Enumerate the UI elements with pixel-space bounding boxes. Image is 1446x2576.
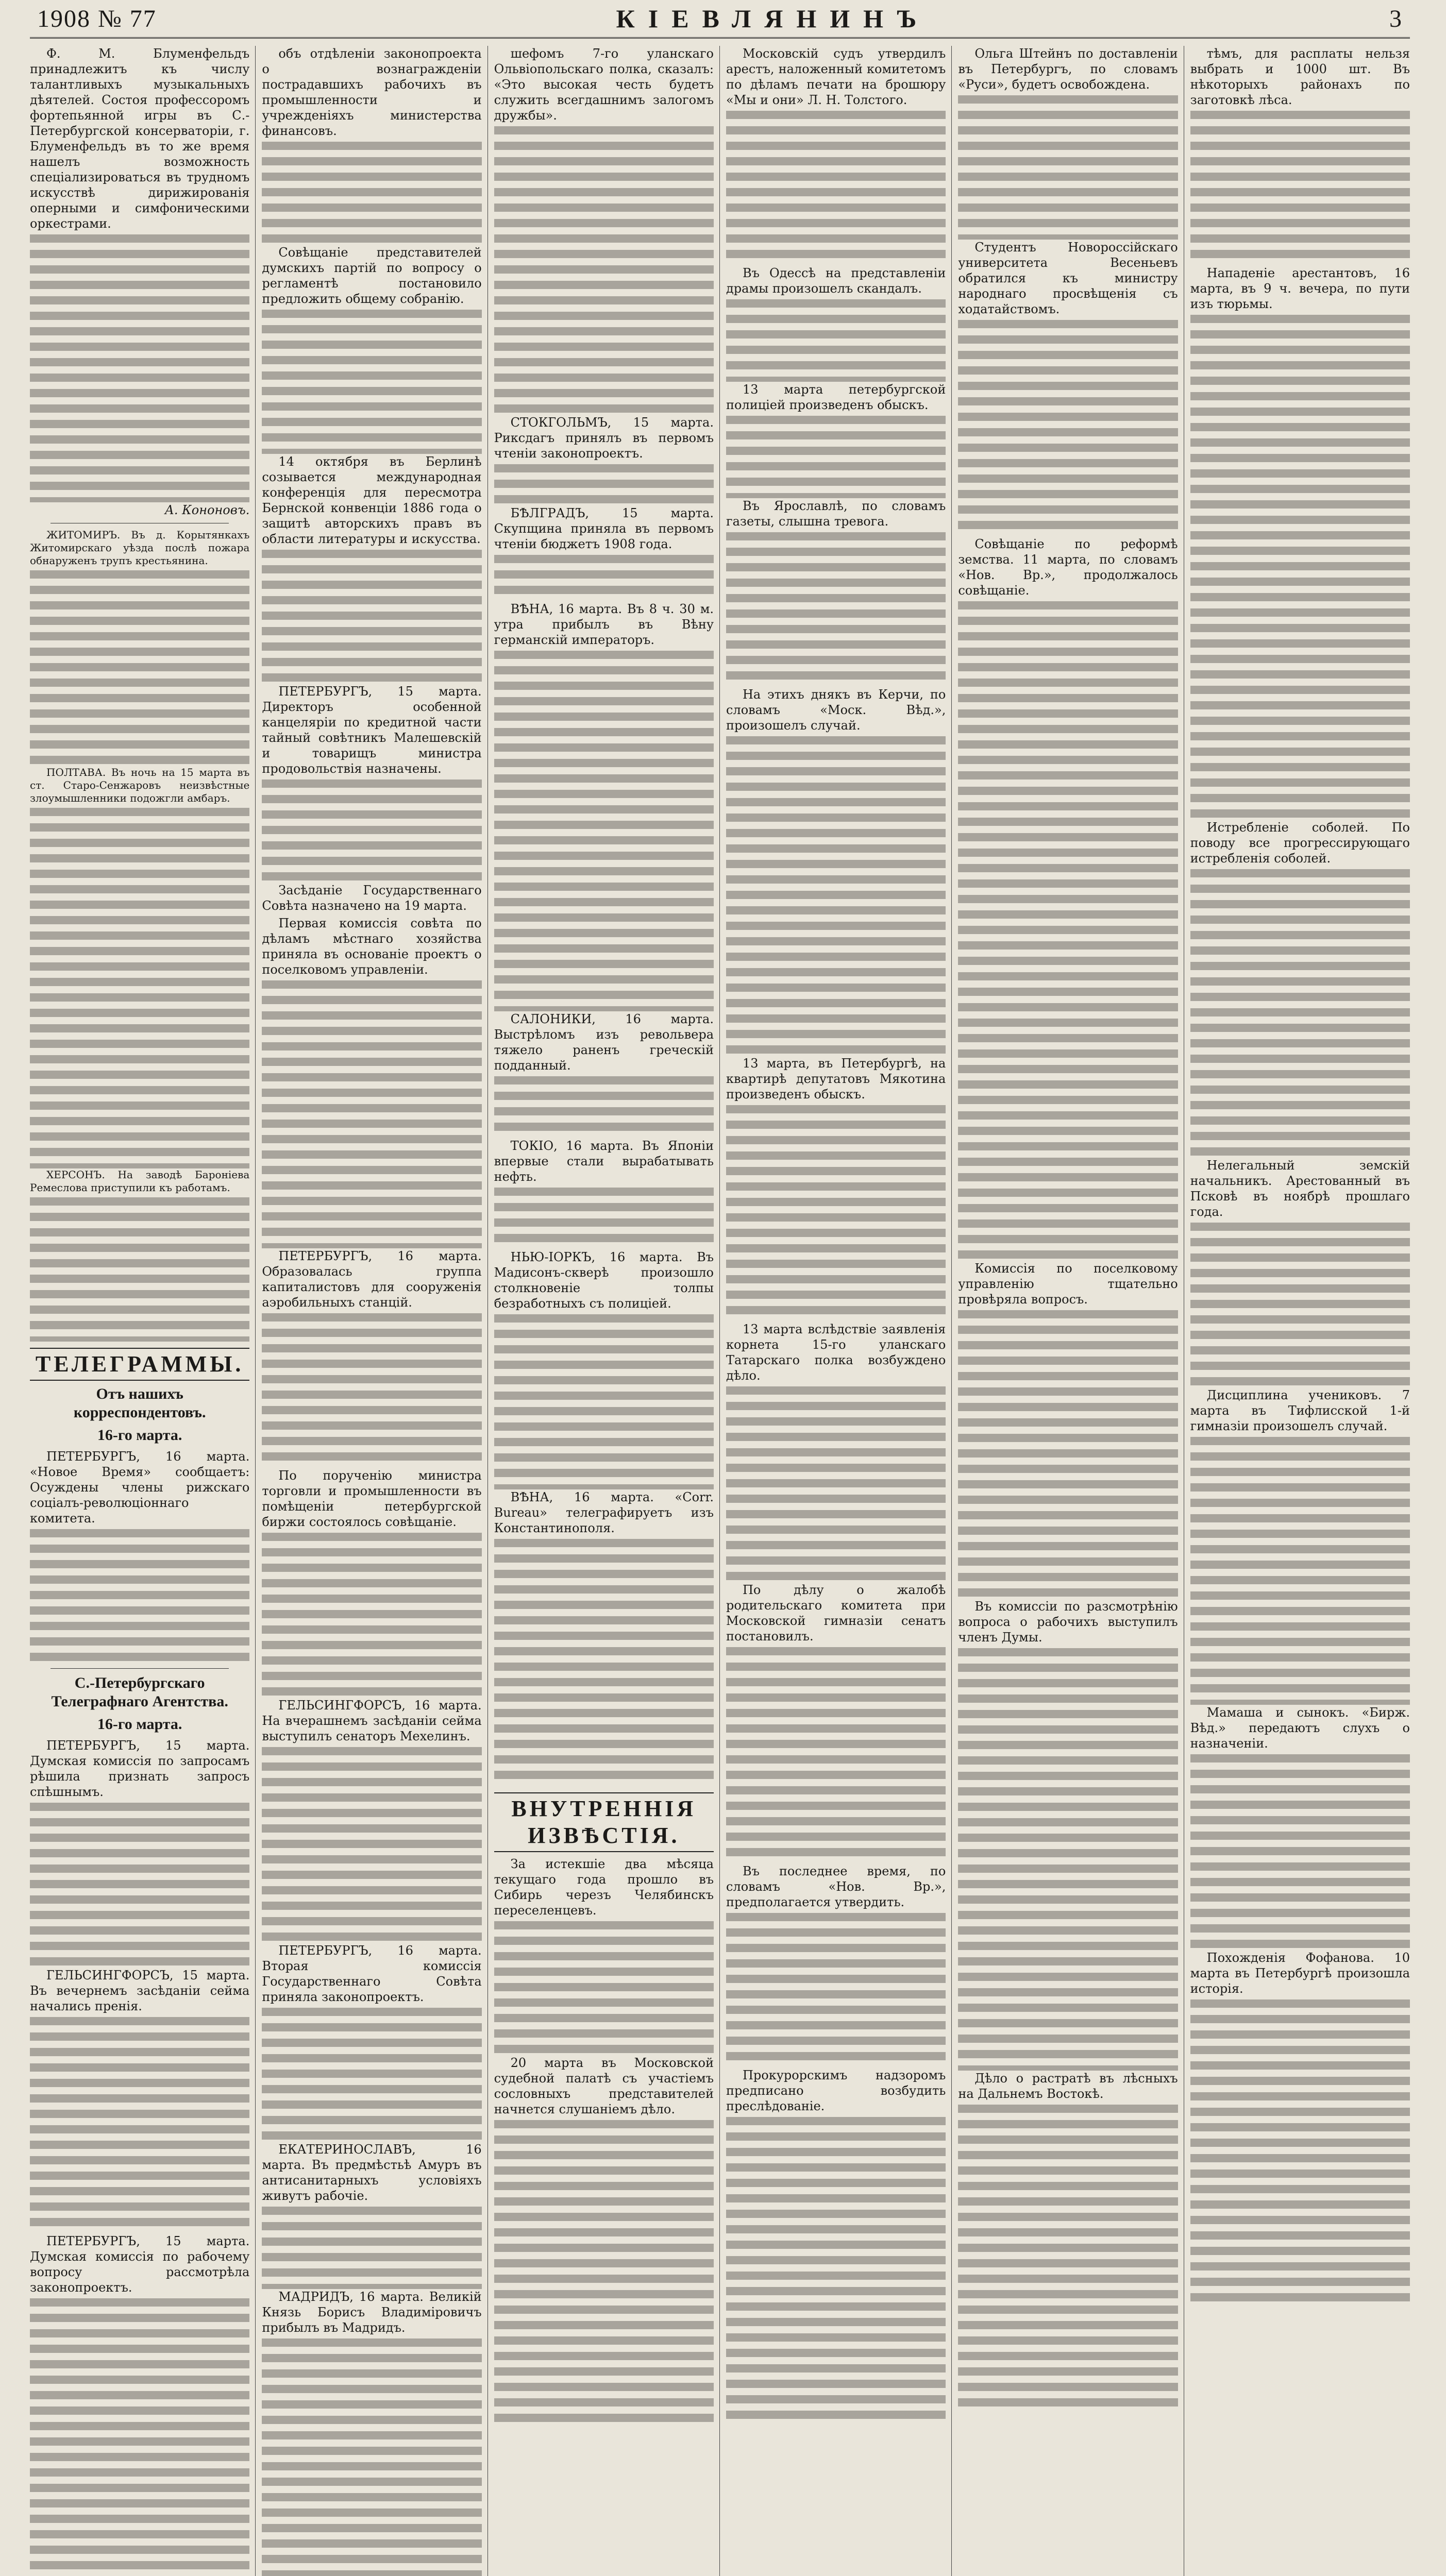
text-block: [30, 234, 249, 502]
text-block: [726, 2117, 946, 2426]
text-block: [1190, 1754, 1410, 1950]
page-number: 3: [1389, 5, 1403, 32]
article-paragraph: Московскій судъ утвердилъ арестъ, наложенный комитетомъ по дѣламъ печати на брошюру «Мы и они» Л. Н. Толстого.: [726, 46, 946, 107]
text-block: [726, 111, 946, 265]
article-paragraph: ПОЛТАВА. Въ ночь на 15 марта въ ст. Старо-Сенжаровъ неизвѣстные злоумышленники подожгли амбаръ.: [30, 766, 250, 804]
article-paragraph: ГЕЛЬСИНГФОРСЪ, 15 марта. Въ вечернемъ засѣданіи сейма начались пренія.: [30, 1968, 250, 2013]
newspaper-title: КІЕВЛЯНИНЪ: [616, 4, 930, 33]
text-block: [262, 779, 481, 883]
section-subtitle: С.-Петербургскаго Телеграфнаго Агентства.: [51, 1674, 228, 1710]
article-paragraph: Похожденія Фофанова. 10 марта въ Петербургѣ произошла исторія.: [1190, 1951, 1410, 1996]
column-2: [262, 46, 481, 2576]
article-paragraph: Студентъ Новороссійскаго университета Весеньевъ обратился къ министру народнаго просвѣщенія съ ходатайствомъ.: [958, 240, 1178, 316]
text-block: [958, 95, 1178, 240]
article-paragraph: ЖИТОМИРЪ. Въ д. Корытянкахъ Житомирскаго уѣзда послѣ пожара обнаруженъ трупъ крестьянина.: [30, 529, 250, 567]
text-block: [494, 651, 714, 1011]
article-paragraph: тѣмъ, для расплаты нельзя выбрать и 1000 шт. Въ нѣкоторыхъ районахъ по заготовкѣ лѣса.: [1190, 46, 1410, 107]
article-paragraph: Ф. М. Блуменфельдъ принадлежитъ къ числу талантливыхъ музыкальныхъ дѣятелей. Состоя профессоромъ фортепьянной игры въ С.-Петербургской консерваторіи, г. Блуменфельдъ въ то же время нашелъ возможность спеціализироваться въ трудномъ искусствѣ дирижированія оперными и симфоническими оркестрами.: [30, 46, 250, 231]
text-block: [262, 980, 481, 1248]
text-block: [726, 532, 946, 687]
date-heading: 16-го марта.: [97, 1716, 182, 1733]
text-block: [494, 555, 714, 601]
article-paragraph: 14 октября въ Берлинѣ созывается международная конференція для пересмотра Бернской конвенціи 1886 года о защитѣ авторскихъ правъ въ области литературы и искусства.: [262, 454, 482, 546]
text-block: [1190, 1223, 1410, 1387]
text-block: [726, 1913, 946, 2067]
text-block: [1190, 315, 1410, 820]
article-paragraph: Дисциплина учениковъ. 7 марта въ Тифлисской 1-й гимназіи произошелъ случай.: [1190, 1388, 1410, 1433]
text-block: [494, 1921, 714, 2055]
column-1: [30, 46, 249, 2576]
telegrams-heading: [30, 1348, 249, 1381]
article-paragraph: Комиссія по поселковому управленію тщательно провѣряла вопросъ.: [958, 1261, 1178, 1307]
text-block: [262, 310, 481, 454]
article-paragraph: По дѣлу о жалобѣ родительскаго комитета при Московской гимназіи сенатъ постановилъ.: [726, 1583, 946, 1643]
date-heading: 16-го марта.: [97, 1427, 182, 1444]
article-paragraph: ТОКІО, 16 марта. Въ Японіи впервые стали вырабатывать нефть.: [494, 1139, 714, 1184]
text-block: [958, 1310, 1178, 1599]
article-paragraph: Мамаша и сынокъ. «Бирж. Вѣд.» передаютъ слухъ о назначеніи.: [1190, 1705, 1410, 1751]
article-paragraph: 20 марта въ Московской судебной палатѣ съ участіемъ сословныхъ представителей начнется слушаніемъ дѣло.: [494, 2056, 714, 2116]
article-paragraph: ВѢНА, 16 марта. «Corr. Bureau» телеграфируетъ изъ Константинополя.: [494, 1490, 714, 1535]
article-paragraph: Въ Одессѣ на представленіи драмы произошелъ скандалъ.: [726, 266, 946, 296]
text-block: [262, 2338, 481, 2576]
text-block: [30, 1803, 249, 1968]
text-block: [262, 2207, 481, 2289]
text-block: [958, 1648, 1178, 2071]
column-5: [958, 46, 1178, 2576]
article-paragraph: ЕКАТЕРИНОСЛАВЪ, 16 марта. Въ предмѣстьѣ Амуръ въ антисанитарныхъ условіяхъ живутъ рабочіе.: [262, 2142, 482, 2203]
column-4: [726, 46, 946, 2576]
article-paragraph: ХЕРСОНЪ. На заводѣ Бароніева Ремеслова приступили къ работамъ.: [30, 1168, 250, 1194]
internal-news-heading: [494, 1792, 714, 1852]
article-paragraph: 13 марта вслѣдствіе заявленія корнета 15-го уланскаго Татарскаго полка возбуждено дѣло.: [726, 1322, 946, 1383]
text-block: [726, 299, 946, 382]
article-paragraph: ПЕТЕРБУРГЪ, 15 марта. Директоръ особенной канцеляріи по кредитной части тайный совѣтникъ Малешевскій и товарищъ министра продовольствія назначены.: [262, 684, 482, 776]
article-paragraph: Истребленіе соболей. По поводу все прогрессирующаго истребленія соболей.: [1190, 820, 1410, 866]
text-block: [262, 1747, 481, 1943]
article-paragraph: Нападеніе арестантовъ, 16 марта, въ 9 ч. вечера, по пути изъ тюрьмы.: [1190, 266, 1410, 311]
section-title: ВНУТРЕННІЯ ИЗВѢСТІЯ.: [511, 1796, 697, 1848]
article-paragraph: 13 марта петербургской полиціей произведенъ обыскъ.: [726, 382, 946, 412]
columns: [30, 46, 1410, 2335]
article-paragraph: За истекшіе два мѣсяца текущаго года прошло въ Сибирь черезъ Челябинскъ переселенцевъ.: [494, 1857, 714, 1918]
column-6: [1190, 46, 1410, 2576]
text-block: [30, 1529, 249, 1663]
text-block: [1190, 1437, 1410, 1705]
article-paragraph: ПЕТЕРБУРГЪ, 16 марта. «Новое Время» сообщаетъ: Осуждены члены рижскаго соціалъ-революціоннаго комитета.: [30, 1449, 250, 1526]
text-block: [30, 2017, 249, 2233]
article-paragraph: Въ комиссіи по разсмотрѣнію вопроса о рабочихъ выступилъ членъ Думы.: [958, 1599, 1178, 1645]
article-paragraph: Ольга Штейнъ по доставленіи въ Петербургъ, по словамъ «Руси», будетъ освобождена.: [958, 46, 1178, 92]
article-paragraph: ГЕЛЬСИНГФОРСЪ, 16 марта. На вчерашнемъ засѣданіи сейма выступилъ сенаторъ Мехелинъ.: [262, 1698, 482, 1743]
text-block: [726, 416, 946, 498]
article-paragraph: ПЕТЕРБУРГЪ, 15 марта. Думская комиссія по рабочему вопросу рассмотрѣла законопроектъ.: [30, 2234, 250, 2295]
article-paragraph: ПЕТЕРБУРГЪ, 16 марта. Образовалась группа капиталистовъ для сооруженія аэробильныхъ станцій.: [262, 1249, 482, 1310]
column-3: [494, 46, 714, 2576]
text-block: [494, 1314, 714, 1489]
text-block: [30, 1197, 249, 1342]
article-signature: А. Кононовъ.: [164, 503, 250, 517]
text-block: [262, 1313, 481, 1468]
article-paragraph: Прокурорскимъ надзоромъ предписано возбудить преслѣдованіе.: [726, 2068, 946, 2113]
article-paragraph: ВѢНА, 16 марта. Въ 8 ч. 30 м. утра прибылъ въ Вѣну германскій императоръ.: [494, 602, 714, 647]
text-block: [494, 1188, 714, 1249]
text-block: [494, 1076, 714, 1138]
text-block: [262, 550, 481, 684]
section-title: ТЕЛЕГРАММЫ.: [35, 1351, 244, 1377]
article-paragraph: 13 марта, въ Петербургѣ, на квартирѣ депутатовъ Мякотина произведенъ обыскъ.: [726, 1056, 946, 1101]
text-block: [726, 1647, 946, 1863]
text-block: [30, 808, 249, 1168]
text-block: [494, 1539, 714, 1786]
article-paragraph: ПЕТЕРБУРГЪ, 16 марта. Вторая комиссія Государственнаго Совѣта приняла законопроектъ.: [262, 1943, 482, 2004]
text-block: [494, 126, 714, 415]
text-block: [30, 2298, 249, 2576]
masthead: [30, 0, 1410, 39]
article-paragraph: Совѣщаніе представителей думскихъ партій по вопросу о регламентѣ постановило предложить общему собранію.: [262, 245, 482, 306]
text-block: [958, 601, 1178, 1261]
article-paragraph: шефомъ 7-го уланскаго Ольвіопольскаго полка, сказалъ: «Это высокая честь будетъ служить всегдашнимъ залогомъ дружбы».: [494, 46, 714, 123]
article-paragraph: На этихъ днякъ въ Керчи, по словамъ «Моск. Вѣд.», произошелъ случай.: [726, 687, 946, 733]
article-paragraph: Первая комиссія совѣта по дѣламъ мѣстнаго хозяйства приняла въ основаніе проектъ о поселковомъ управленіи.: [262, 916, 482, 977]
text-block: [262, 142, 481, 245]
article-paragraph: Дѣло о растратѣ въ лѣсныхъ на Дальнемъ Востокѣ.: [958, 2071, 1178, 2101]
text-block: [262, 1533, 481, 1698]
text-block: [726, 736, 946, 1056]
article-paragraph: Въ Ярославлѣ, по словамъ газеты, слышна тревога.: [726, 499, 946, 529]
article-paragraph: ПЕТЕРБУРГЪ, 15 марта. Думская комиссія по запросамъ рѣшила признать запросъ спѣшнымъ.: [30, 1738, 250, 1799]
issue-number: 1908 № 77: [37, 5, 157, 32]
text-block: [262, 2008, 481, 2142]
text-block: [494, 464, 714, 505]
text-block: [1190, 111, 1410, 265]
article-paragraph: Засѣданіе Государственнаго Совѣта назначено на 19 марта.: [262, 883, 482, 913]
text-block: [726, 1386, 946, 1582]
text-block: [726, 1105, 946, 1321]
article-paragraph: Нелегальный земскій начальникъ. Арестованный въ Псковѣ въ ноябрѣ прошлаго года.: [1190, 1158, 1410, 1219]
article-paragraph: По порученію министра торговли и промышленности въ помѣщеніи петербургской биржи состоялось совѣщаніе.: [262, 1468, 482, 1529]
section-subtitle: Отъ нашихъ корреспондентовъ.: [73, 1385, 206, 1421]
text-block: [1190, 1999, 1410, 2309]
text-block: [1190, 869, 1410, 1158]
article-paragraph: НЬЮ-ІОРКЪ, 16 марта. Въ Мадисонъ-скверѣ произошло столкновеніе толпы безработныхъ съ полиціей.: [494, 1250, 714, 1311]
article-paragraph: объ отдѣленіи законопроекта о вознагражденіи пострадавшихъ рабочихъ въ промышленности и учрежденіяхъ министерства финансовъ.: [262, 46, 482, 138]
article-paragraph: САЛОНИКИ, 16 марта. Выстрѣломъ изъ револьвера тяжело раненъ греческій подданный.: [494, 1012, 714, 1073]
divider: [51, 1668, 229, 1669]
text-block: [958, 320, 1178, 536]
article-paragraph: СТОКГОЛЬМЪ, 15 марта. Риксдагъ принялъ въ первомъ чтеніи законопроектъ.: [494, 415, 714, 461]
article-paragraph: Въ последнее время, по словамъ «Нов. Вр.», предполагается утвердить.: [726, 1864, 946, 1909]
article-paragraph: Совѣщаніе по реформѣ земства. 11 марта, по словамъ «Нов. Вр.», продолжалось совѣщаніе.: [958, 537, 1178, 598]
article-paragraph: БѢЛГРАДЪ, 15 марта. Скупщина приняла въ первомъ чтеніи бюджетъ 1908 года.: [494, 506, 714, 551]
text-block: [30, 570, 249, 766]
text-block: [494, 2120, 714, 2429]
text-block: [958, 2105, 1178, 2414]
article-paragraph: МАДРИДЪ, 16 марта. Великій Князь Борисъ Владиміровичъ прибылъ въ Мадридъ.: [262, 2290, 482, 2335]
